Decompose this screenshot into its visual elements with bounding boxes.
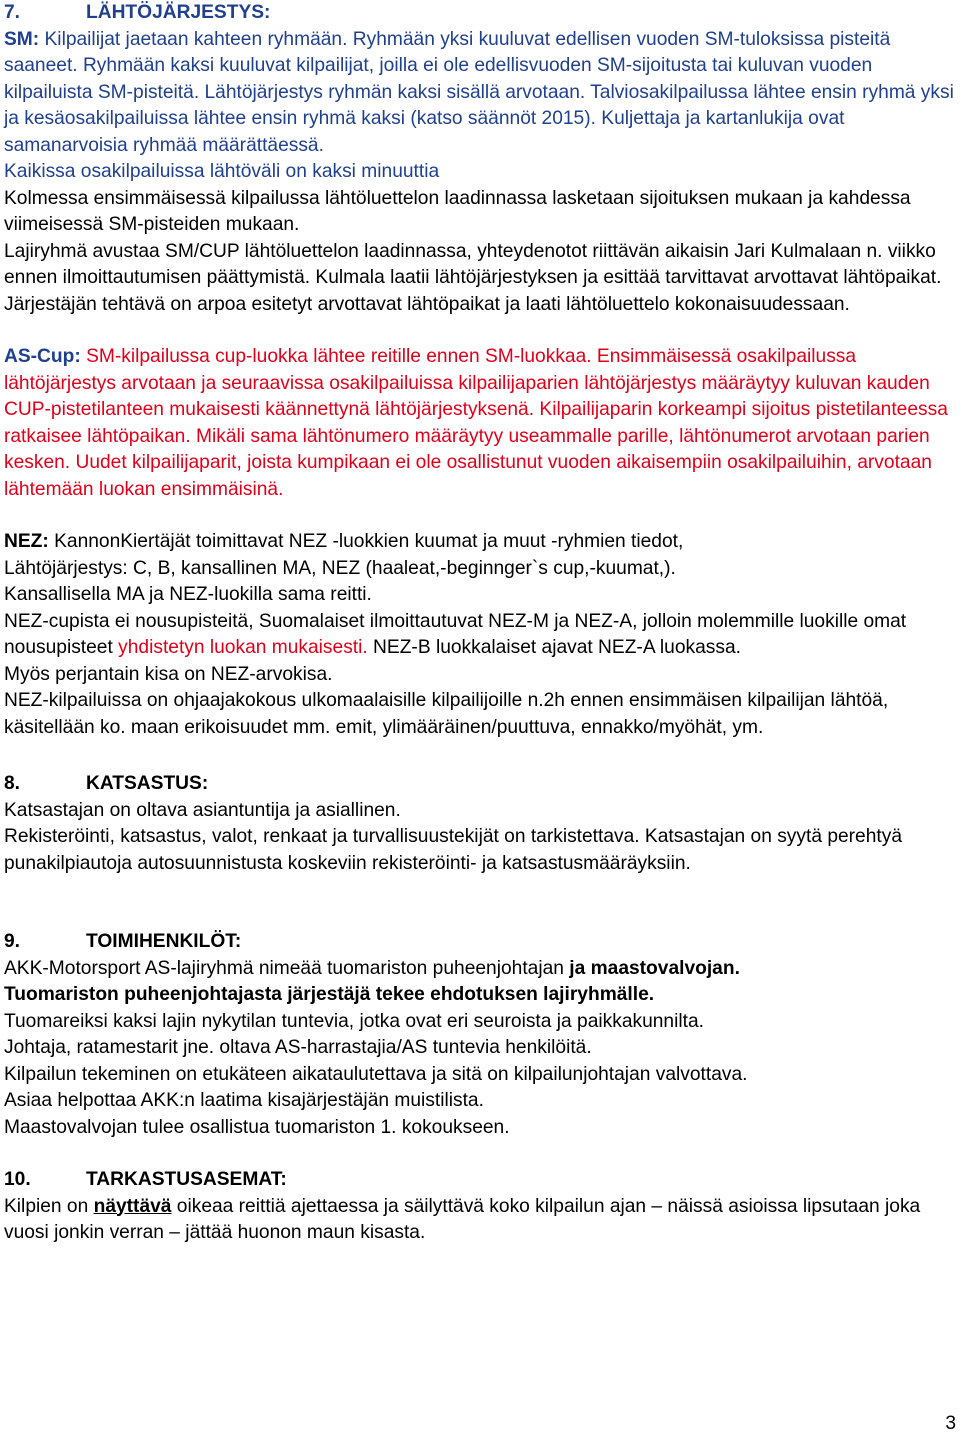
sm-text: Kilpailijat jaetaan kahteen ryhmään. Ryhmään yksi kuuluvat edellisen vuoden SM-tuloksissa pisteitä saaneet. Ryhmään kaksi kuuluvat kilpailijat, joilla ei ole edellisvuoden SM-sijoitusta tai kuluvan vuoden kilpailuista SM-pisteitä. Lähtöjärjestys ryhmän kaksi sisällä arvotaan. Talviosakilpailussa lähtee ensin ryhmä yksi ja kesäosakilpailuissa lähtee ensin ryhmä kaksi (katso säännöt 2015). Kuljettaja ja kartanlukija ovat samanarvoisia ryhmää määrättäessä. <box>4 28 954 156</box>
sm-paragraph <box>4 27 958 160</box>
section-title: LÄHTÖJÄRJESTYS: <box>86 2 271 23</box>
officials-paragraph-4: Johtaja, ratamestarit jne. oltava AS-harrastajia/AS tuntevia henkilöitä. <box>4 1037 592 1058</box>
nez-line-2: Lähtöjärjestys: C, B, kansallinen MA, NEZ (haaleat,-beginnger`s cup,-kuumat,). <box>4 557 676 579</box>
section-8-heading <box>4 771 958 798</box>
nez-red-text: yhdistetyn luokan mukaisesti. <box>118 637 368 658</box>
nez-line-3: Kansallisella MA ja NEZ-luokilla sama reitti. <box>4 584 372 605</box>
officials-paragraph-3: Tuomareiksi kaksi lajin nykytilan tuntevia, jotka ovat eri seuroista ja paikkakunnilta. <box>4 1010 704 1032</box>
section-10-heading <box>4 1167 958 1194</box>
section-7-heading <box>4 0 958 27</box>
section-9-heading <box>4 929 958 956</box>
section-title: KATSASTUS: <box>86 773 209 794</box>
section-9 <box>4 929 958 1141</box>
sm-label: SM: <box>4 28 40 50</box>
nez-line-1: NEZ: KannonKiertäjät toimittavat NEZ -luokkien kuumat ja muut -ryhmien tiedot, <box>4 531 684 552</box>
section-title: TARKASTUSASEMAT: <box>86 1169 287 1190</box>
nez-line-5: Myös perjantain kisa on NEZ-arvokisa. <box>4 663 333 685</box>
start-list-ranking-text: Kolmessa ensimmäisessä kilpailussa lähtöluettelon laadinnassa lasketaan sijoituksen mukaan ja kahdessa viimeisessä SM-pisteiden mukaan. <box>4 187 911 235</box>
lajiryhma-assist-text: Lajiryhmä avustaa SM/CUP lähtöluettelon laadinnassa, yhteydenotot riittävän aikaisin Jari Kulmalaan n. viikko ennen ilmoittautumisen päättymistä. Kulmala laatii lähtöjärjestyksen ja esittää tarvittavat arvottavat lähtöpaikat. Järjestäjän tehtävä on arpoa esitetyt arvottavat lähtöpaikat ja laati lähtöluettelo kokonaisuudessaan. <box>4 240 942 315</box>
officials-paragraph-6: Asiaa helpottaa AKK:n laatima kisajärjestäjän muistilista. <box>4 1090 484 1111</box>
page-number: 3 <box>945 1413 956 1434</box>
ascup-label: AS-Cup: <box>4 346 81 367</box>
section-number: 9. <box>4 931 21 952</box>
start-interval-text: Kaikissa osakilpailuissa lähtöväli on kaksi minuuttia <box>4 161 440 182</box>
nez-label: NEZ: <box>4 531 49 552</box>
inspector-text: Katsastajan on oltava asiantuntija ja asiallinen. <box>4 799 401 821</box>
section-10 <box>4 1167 958 1247</box>
document-page <box>4 0 958 1247</box>
inspection-text: Rekisteröinti, katsastus, valot, renkaat ja turvallisuustekijät on tarkistettava. Katsastajan on syytä perehtyä punakilpiautoja autosuunnistusta koskeviin rekisteröinti- ja katsastusmääräyksiin. <box>4 826 902 874</box>
section-number: 7. <box>4 2 21 23</box>
checkpoints-paragraph: Kilpien on näyttävä oikeaa reittiä ajettaessa ja säilyttävä koko kilpailun ajan – näissä asioissa lipsutaan joka vuosi jonkin verran – jättää huonon maun kisasta. <box>4 1195 921 1243</box>
section-title: TOIMIHENKILÖT: <box>86 931 242 952</box>
officials-paragraph-2: Tuomariston puheenjohtajasta järjestäjä tekee ehdotuksen lajiryhmälle. <box>4 984 655 1005</box>
section-7 <box>4 0 958 741</box>
officials-paragraph-1: AKK-Motorsport AS-lajiryhmä nimeää tuomariston puheenjohtajan ja maastovalvojan. <box>4 957 740 979</box>
officials-paragraph-7: Maastovalvojan tulee osallistua tuomariston 1. kokoukseen. <box>4 1116 510 1138</box>
officials-paragraph-5: Kilpailun tekeminen on etukäteen aikataulutettava ja sitä on kilpailunjohtajan valvottava. <box>4 1063 748 1085</box>
ascup-text: SM-kilpailussa cup-luokka lähtee reitille ennen SM-luokkaa. Ensimmäisessä osakilpailussa lähtöjärjestys arvotaan ja seuraavissa osakilpailuissa kilpailijaparien lähtöjärjestys määräytyy kuluvan kauden CUP-pistetilanteen mukaisesti käännettynä lähtöjärjestyksenä. Kilpailijaparin korkeampi sijoitus pistetilanteessa ratkaisee lähtöpaikan. Mikäli sama lähtönumero määräytyy useammalle parille, lähtönumerot arvotaan parien kesken. Uudet kilpailijaparit, joista kumpikaan ei ole osallistunut vuoden aikaisempiin osakilpailuihin, arvotaan lähtemään luokan ensimmäisinä. <box>4 346 948 500</box>
section-number: 10. <box>4 1169 31 1190</box>
nez-paragraph-4: NEZ-cupista ei nousupisteitä, Suomalaiset ilmoittautuvat NEZ-M ja NEZ-A, jolloin molemmille luokille omat nousupisteet yhdistetyn luokan mukaisesti. NEZ-B luokkalaiset ajavat NEZ-A luokassa. <box>4 610 907 658</box>
ascup-paragraph <box>4 344 958 503</box>
nez-paragraph-6: NEZ-kilpailuissa on ohjaajakokous ulkomaalaisille kilpailijoille n.2h ennen ensimmäisen kilpailijan lähtöä, käsitellään ko. maan erikoisuudet mm. emit, ylimääräinen/puuttuva, ennakko/myöhät, ym. <box>4 690 889 738</box>
section-8 <box>4 771 958 877</box>
section-number: 8. <box>4 773 21 794</box>
